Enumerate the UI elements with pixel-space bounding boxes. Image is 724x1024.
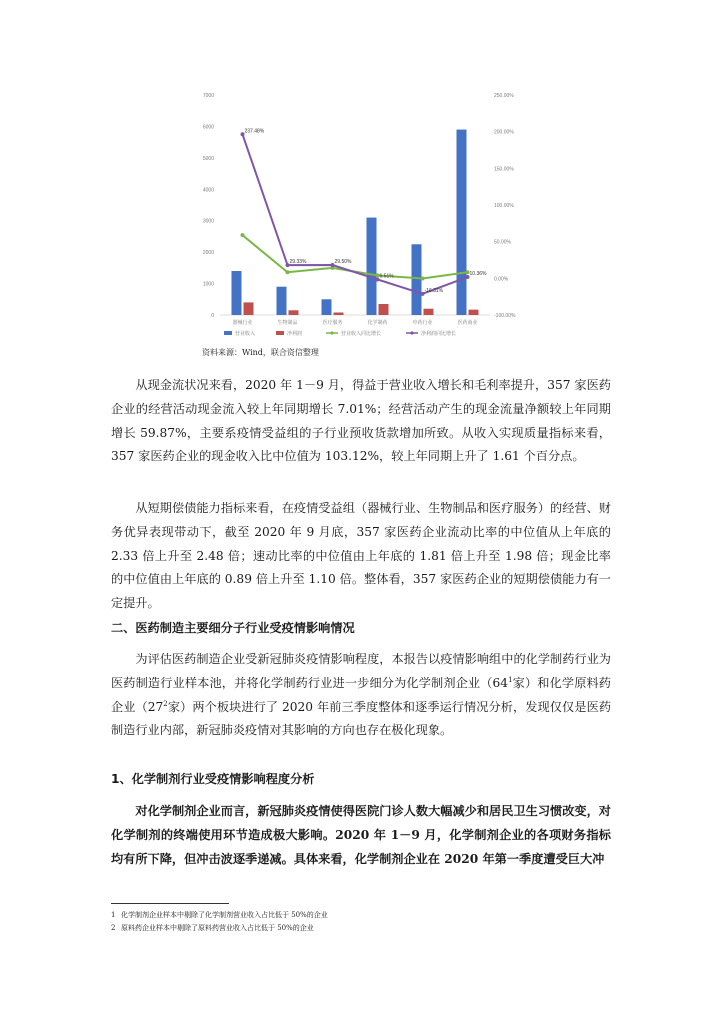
- paragraph-chemical-formulation: 对化学制剂企业而言，新冠肺炎疫情使得医院门诊人数大幅减少和居民卫生习惯改变，对化学制剂的终端使用环节造成极大影响。2020 年 1－9 月，化学制剂企业的各项财务指标均有所下降，但冲击波逐季递减。具体来看，化学制剂企业在 2020 年第一季度遭受巨大冲: [111, 804, 611, 866]
- chart: [198, 88, 528, 346]
- left-axis-tick: 6000: [202, 124, 214, 131]
- left-axis-tick: 7000: [202, 93, 214, 99]
- bar-net-profit: [424, 309, 434, 315]
- data-label: 10.36%: [469, 271, 487, 278]
- left-axis-tick: 3000: [202, 218, 214, 225]
- left-axis-tick: 2000: [202, 250, 214, 257]
- bar-revenue: [277, 287, 287, 315]
- bar-revenue: [412, 244, 422, 315]
- paragraph-sample-pool-part-3: 家）两个板块进行了 2020 年前三季度整体和逐季运行情况分析，发现仅仅是医药制造行业内部，新冠肺炎疫情对其影响的方向也存在极化现象。: [111, 699, 612, 738]
- left-axis-tick: 4000: [202, 187, 214, 194]
- chart-source: 资料来源：Wind，联合资信整理: [202, 348, 319, 357]
- data-label: 29.50%: [334, 259, 352, 266]
- point-revenue-growth: [421, 277, 425, 281]
- legend-label: 营业收入: [235, 331, 256, 337]
- category-label: 医疗服务: [322, 320, 343, 326]
- paragraph-sample-pool-part-1: 为评估医药制造企业受新冠肺炎疫情影响程度，本报告以疫情影响组中的化学制药行业为医药制造行业样本池，并将化学制药行业进一步细分为化学制剂企业（64: [111, 652, 611, 690]
- legend-swatch: [224, 331, 232, 335]
- legend-label: 净利润同比增长: [421, 331, 457, 337]
- footnote-text-1: 化学制剂企业样本中剔除了化学制剂营业收入占比低于 50%的企业: [121, 911, 328, 919]
- bar-revenue: [322, 299, 332, 315]
- footnote-ref-1: 1: [508, 675, 513, 684]
- bar-net-profit: [289, 310, 299, 315]
- legend-label: 净利润: [287, 331, 303, 337]
- category-label: 生物制品: [277, 320, 298, 326]
- footnote-mark-2: 2: [111, 924, 116, 932]
- bar-revenue: [457, 130, 467, 315]
- left-axis-tick: 5000: [202, 155, 214, 162]
- paragraph-cashflow: 从现金流状况来看，2020 年 1－9 月，得益于营业收入增长和毛利率提升，357 家医药企业的经营活动现金流入较上年同期增长 7.01%；经营活动产生的现金流量净额较上年同期增长 59.87%，主要系疫情受益组的子行业预收货款增加所致。从收入实现质量指标来看，357 家医药企业的现金收入比中位值为 103.12%，较上年同期上升了 1.61 个百分点。: [111, 378, 611, 464]
- legend-marker: [410, 331, 413, 334]
- data-label: 29.33%: [289, 259, 307, 266]
- data-label: -16.31%: [424, 287, 444, 294]
- bar-revenue: [367, 218, 377, 315]
- point-revenue-growth: [241, 233, 245, 237]
- legend-marker: [330, 331, 333, 334]
- bar-net-profit: [379, 304, 389, 315]
- left-axis-tick: 0: [211, 313, 214, 319]
- bar-revenue: [232, 271, 242, 315]
- bar-net-profit: [469, 310, 479, 315]
- bar-net-profit: [244, 302, 254, 315]
- category-label: 器械行业: [232, 320, 253, 326]
- right-axis-tick: 50.00%: [494, 239, 511, 246]
- right-axis-tick: 100.00%: [494, 203, 514, 209]
- right-axis-tick: -100.00%: [494, 313, 516, 319]
- footnote-ref-2: 2: [163, 699, 168, 708]
- category-label: 医药商业: [457, 320, 478, 326]
- legend-swatch: [276, 331, 284, 335]
- footnote-2: [111, 923, 314, 933]
- left-axis-tick: 1000: [202, 281, 214, 288]
- category-label: 化学制药: [367, 320, 388, 326]
- line-profit-growth: [243, 134, 468, 294]
- paragraph-solvency: 从短期偿债能力指标来看，在疫情受益组（器械行业、生物制品和医疗服务）的经营、财务优异表现带动下，截至 2020 年 9 月底，357 家医药企业流动比率的中位值从上年底的 2.33 倍上升至 2.48 倍；速动比率的中位值由上年底的 1.81 倍上升至 1.98 倍；现金比率的中位值由上年底的 0.89 倍上升至 1.10 倍。整体看，357 家医药企业的短期偿债能力有一定提升。: [111, 501, 611, 611]
- section-heading-2: 二、医药制造主要细分子行业受疫情影响情况: [111, 621, 355, 635]
- data-label: 6.51%: [379, 273, 394, 280]
- bar-net-profit: [334, 312, 344, 315]
- data-label: 237.48%: [244, 128, 265, 135]
- right-axis-tick: 250.00%: [494, 93, 514, 99]
- point-revenue-growth: [286, 270, 290, 274]
- footnote-1: [111, 910, 328, 920]
- section-heading-3: 1、化学制剂行业受疫情影响程度分析: [111, 772, 315, 786]
- right-axis-tick: 0.00%: [494, 276, 509, 283]
- right-axis-tick: 200.00%: [494, 129, 514, 136]
- footnote-divider: [111, 903, 229, 904]
- chart-canvas: [198, 88, 528, 346]
- footnote-text-2: 原料药企业样本中剔除了原料药营业收入占比低于 50%的企业: [121, 924, 314, 932]
- right-axis-tick: 150.00%: [494, 166, 514, 173]
- legend-label: 营业收入同比增长: [341, 331, 382, 337]
- paragraph-sample-pool-part-2: 家）和化学原料药企业（27: [111, 675, 611, 714]
- footnote-mark-1: 1: [111, 911, 116, 919]
- paragraph-sample-pool: [111, 648, 611, 743]
- category-label: 中药行业: [412, 320, 433, 326]
